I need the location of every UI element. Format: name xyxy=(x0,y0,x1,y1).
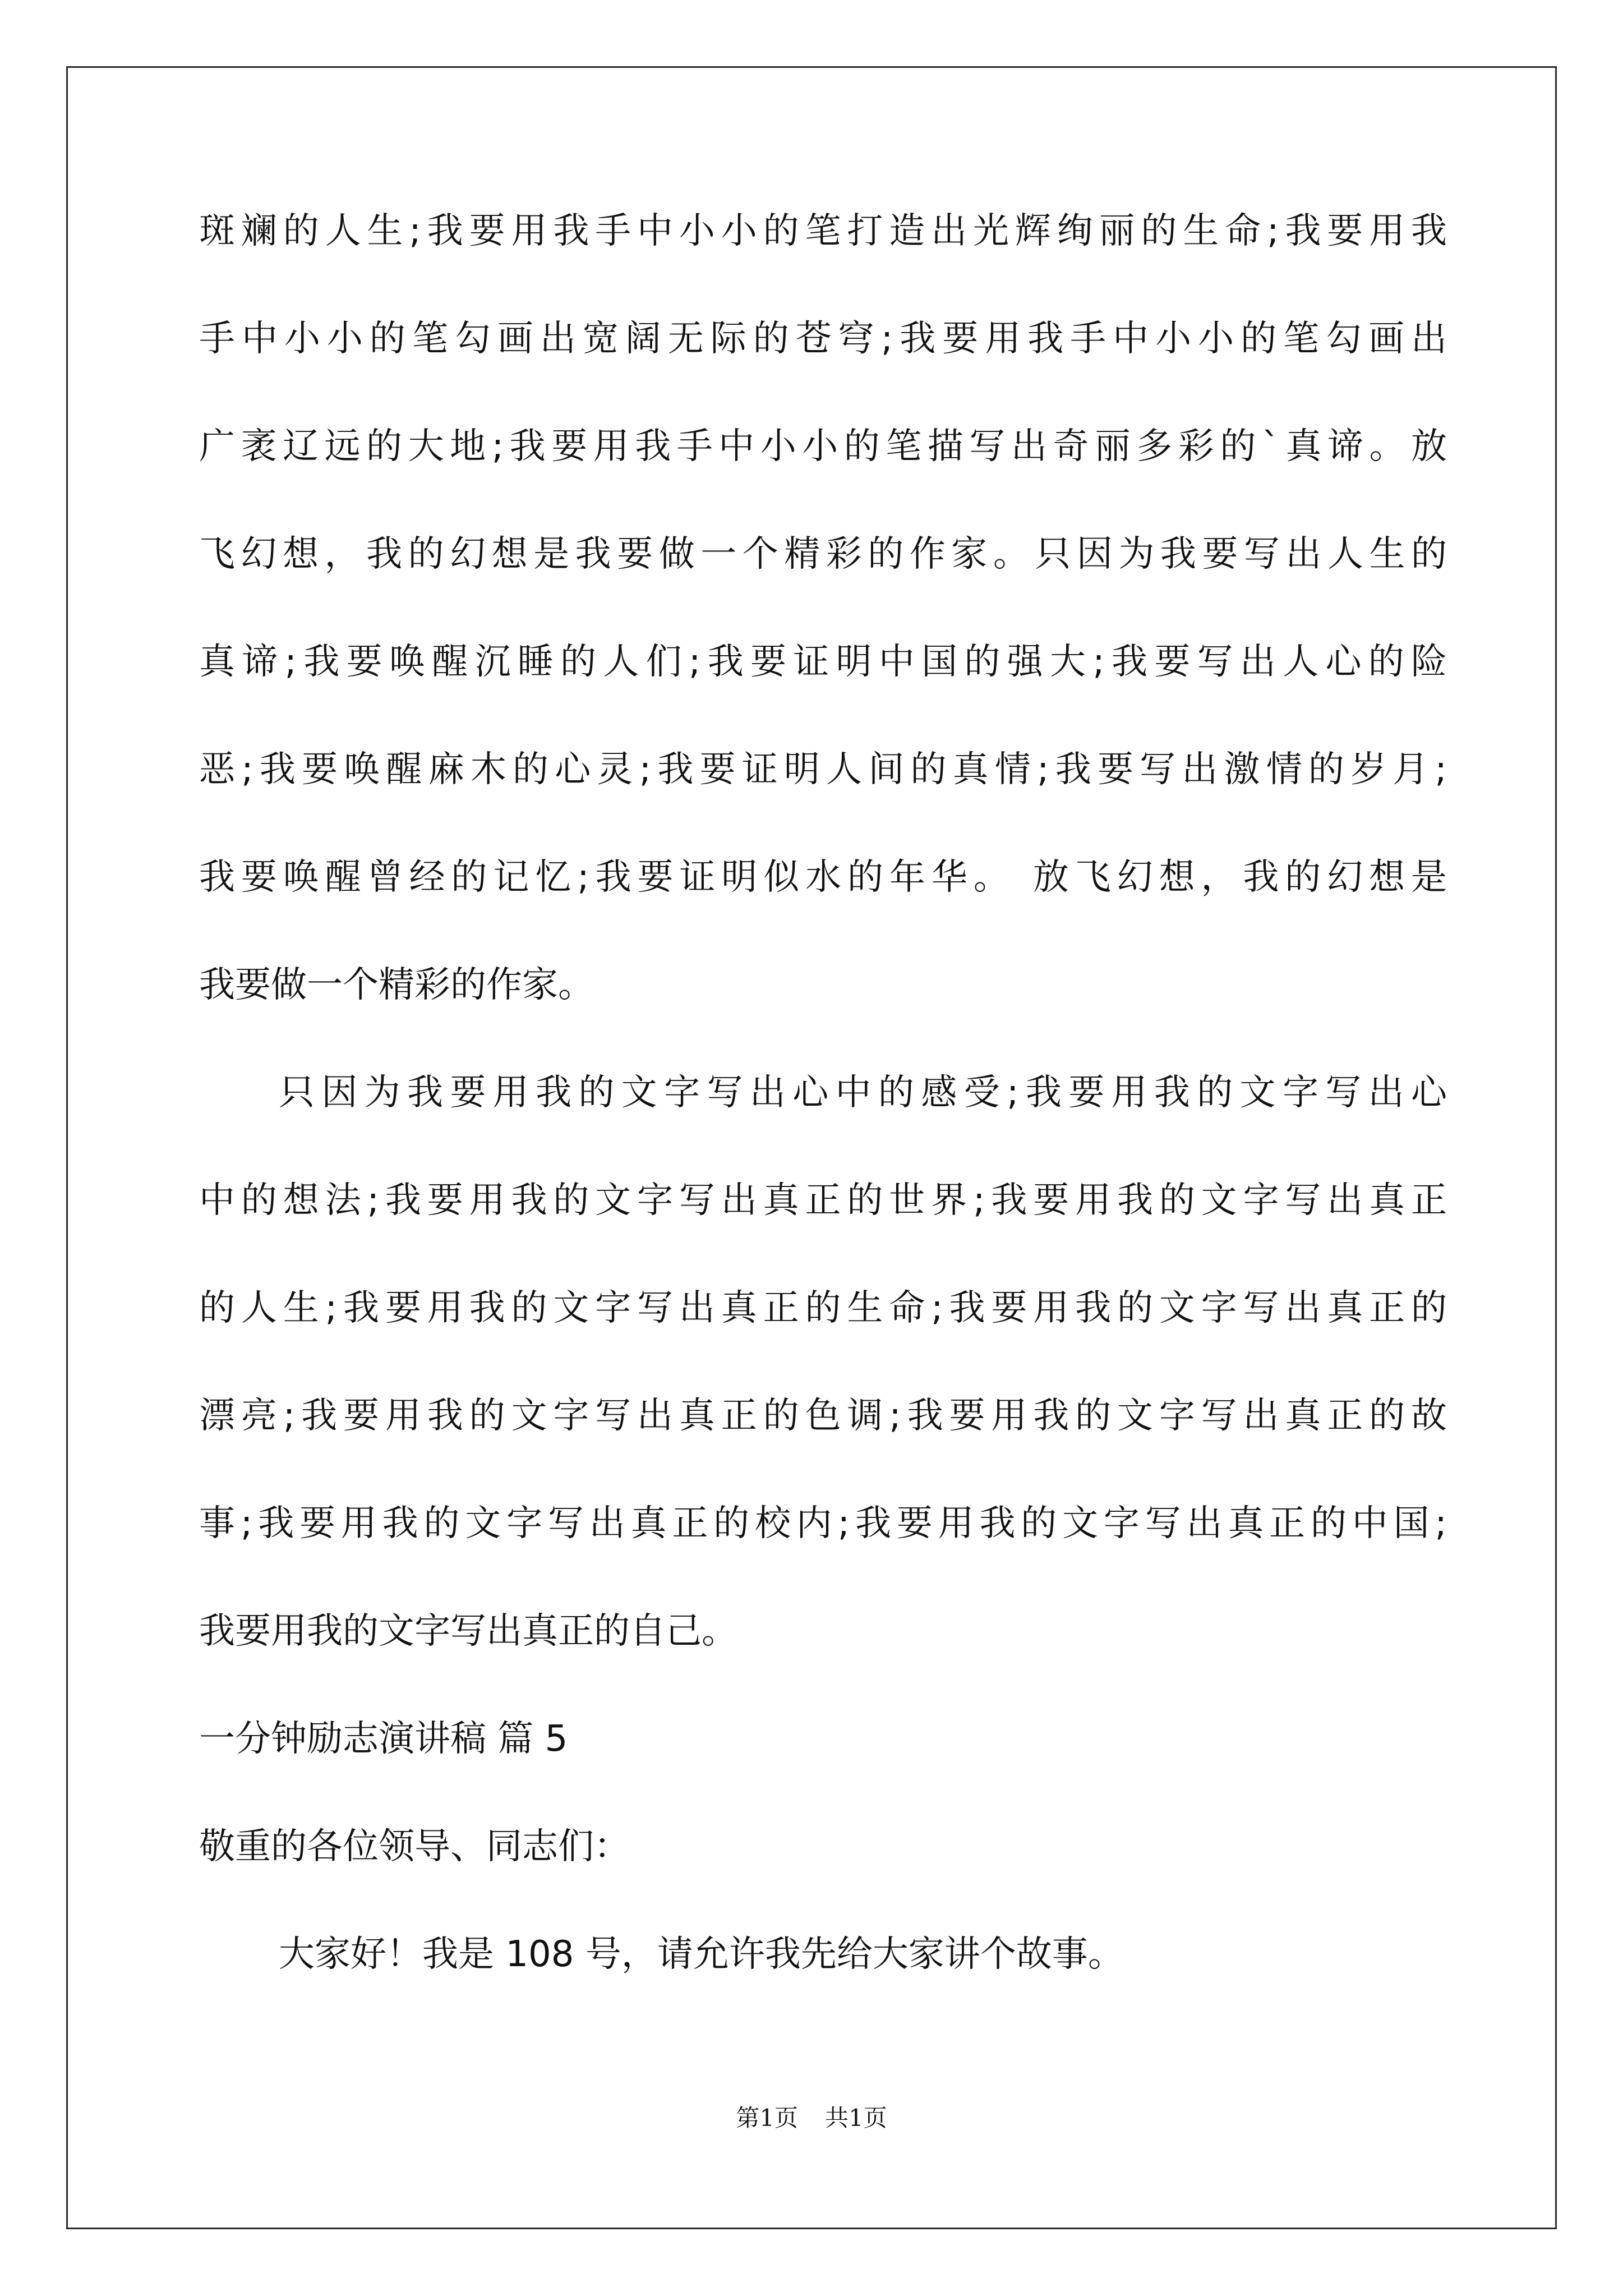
page-number-current: 第1页 xyxy=(736,2104,798,2132)
paragraph-line: 中的想法;我要用我的文字写出真正的世界;我要用我的文字写出真正 xyxy=(199,1180,1447,1221)
salutation-line: 敬重的各位领导、同志们： xyxy=(199,1826,630,1867)
page-number-total: 共1页 xyxy=(825,2104,887,2132)
paragraph-line: 飞幻想，我的幻想是我要做一个精彩的作家。只因为我要写出人生的 xyxy=(199,533,1447,575)
paragraph-line: 漂亮;我要用我的文字写出真正的色调;我要用我的文字写出真正的故 xyxy=(199,1395,1447,1437)
paragraph-line: 的人生;我要用我的文字写出真正的生命;我要用我的文字写出真正的 xyxy=(199,1287,1447,1329)
paragraph-line: 手中小小的笔勾画出宽阔无际的苍穹;我要用我手中小小的笔勾画出 xyxy=(199,318,1447,360)
paragraph-line: 斑斓的人生;我要用我手中小小的笔打造出光辉绚丽的生命;我要用我 xyxy=(199,210,1447,252)
paragraph-line: 我要唤醒曾经的记忆;我要证明似水的年华。 放飞幻想，我的幻想是 xyxy=(199,857,1447,898)
paragraph-line: 恶;我要唤醒麻木的心灵;我要证明人间的真情;我要写出激情的岁月; xyxy=(199,749,1447,790)
paragraph-line: 广袤辽远的大地;我要用我手中小小的笔描写出奇丽多彩的`真谛。放 xyxy=(199,426,1447,467)
paragraph-line: 事;我要用我的文字写出真正的校内;我要用我的文字写出真正的中国; xyxy=(199,1503,1447,1544)
paragraph-line: 我要做一个精彩的作家。 xyxy=(199,964,594,1006)
paragraph-line: 只因为我要用我的文字写出心中的感受;我要用我的文字写出心 xyxy=(279,1072,1447,1114)
document-body xyxy=(199,210,1447,2044)
paragraph-line: 大家好！我是 108 号，请允许我先给大家讲个故事。 xyxy=(279,1934,1124,1975)
page-footer xyxy=(0,2106,1623,2130)
section-heading: 一分钟励志演讲稿 篇 5 xyxy=(199,1718,568,1760)
paragraph-line: 我要用我的文字写出真正的自己。 xyxy=(199,1611,737,1652)
paragraph-line: 真谛;我要唤醒沉睡的人们;我要证明中国的强大;我要写出人心的险 xyxy=(199,641,1447,683)
